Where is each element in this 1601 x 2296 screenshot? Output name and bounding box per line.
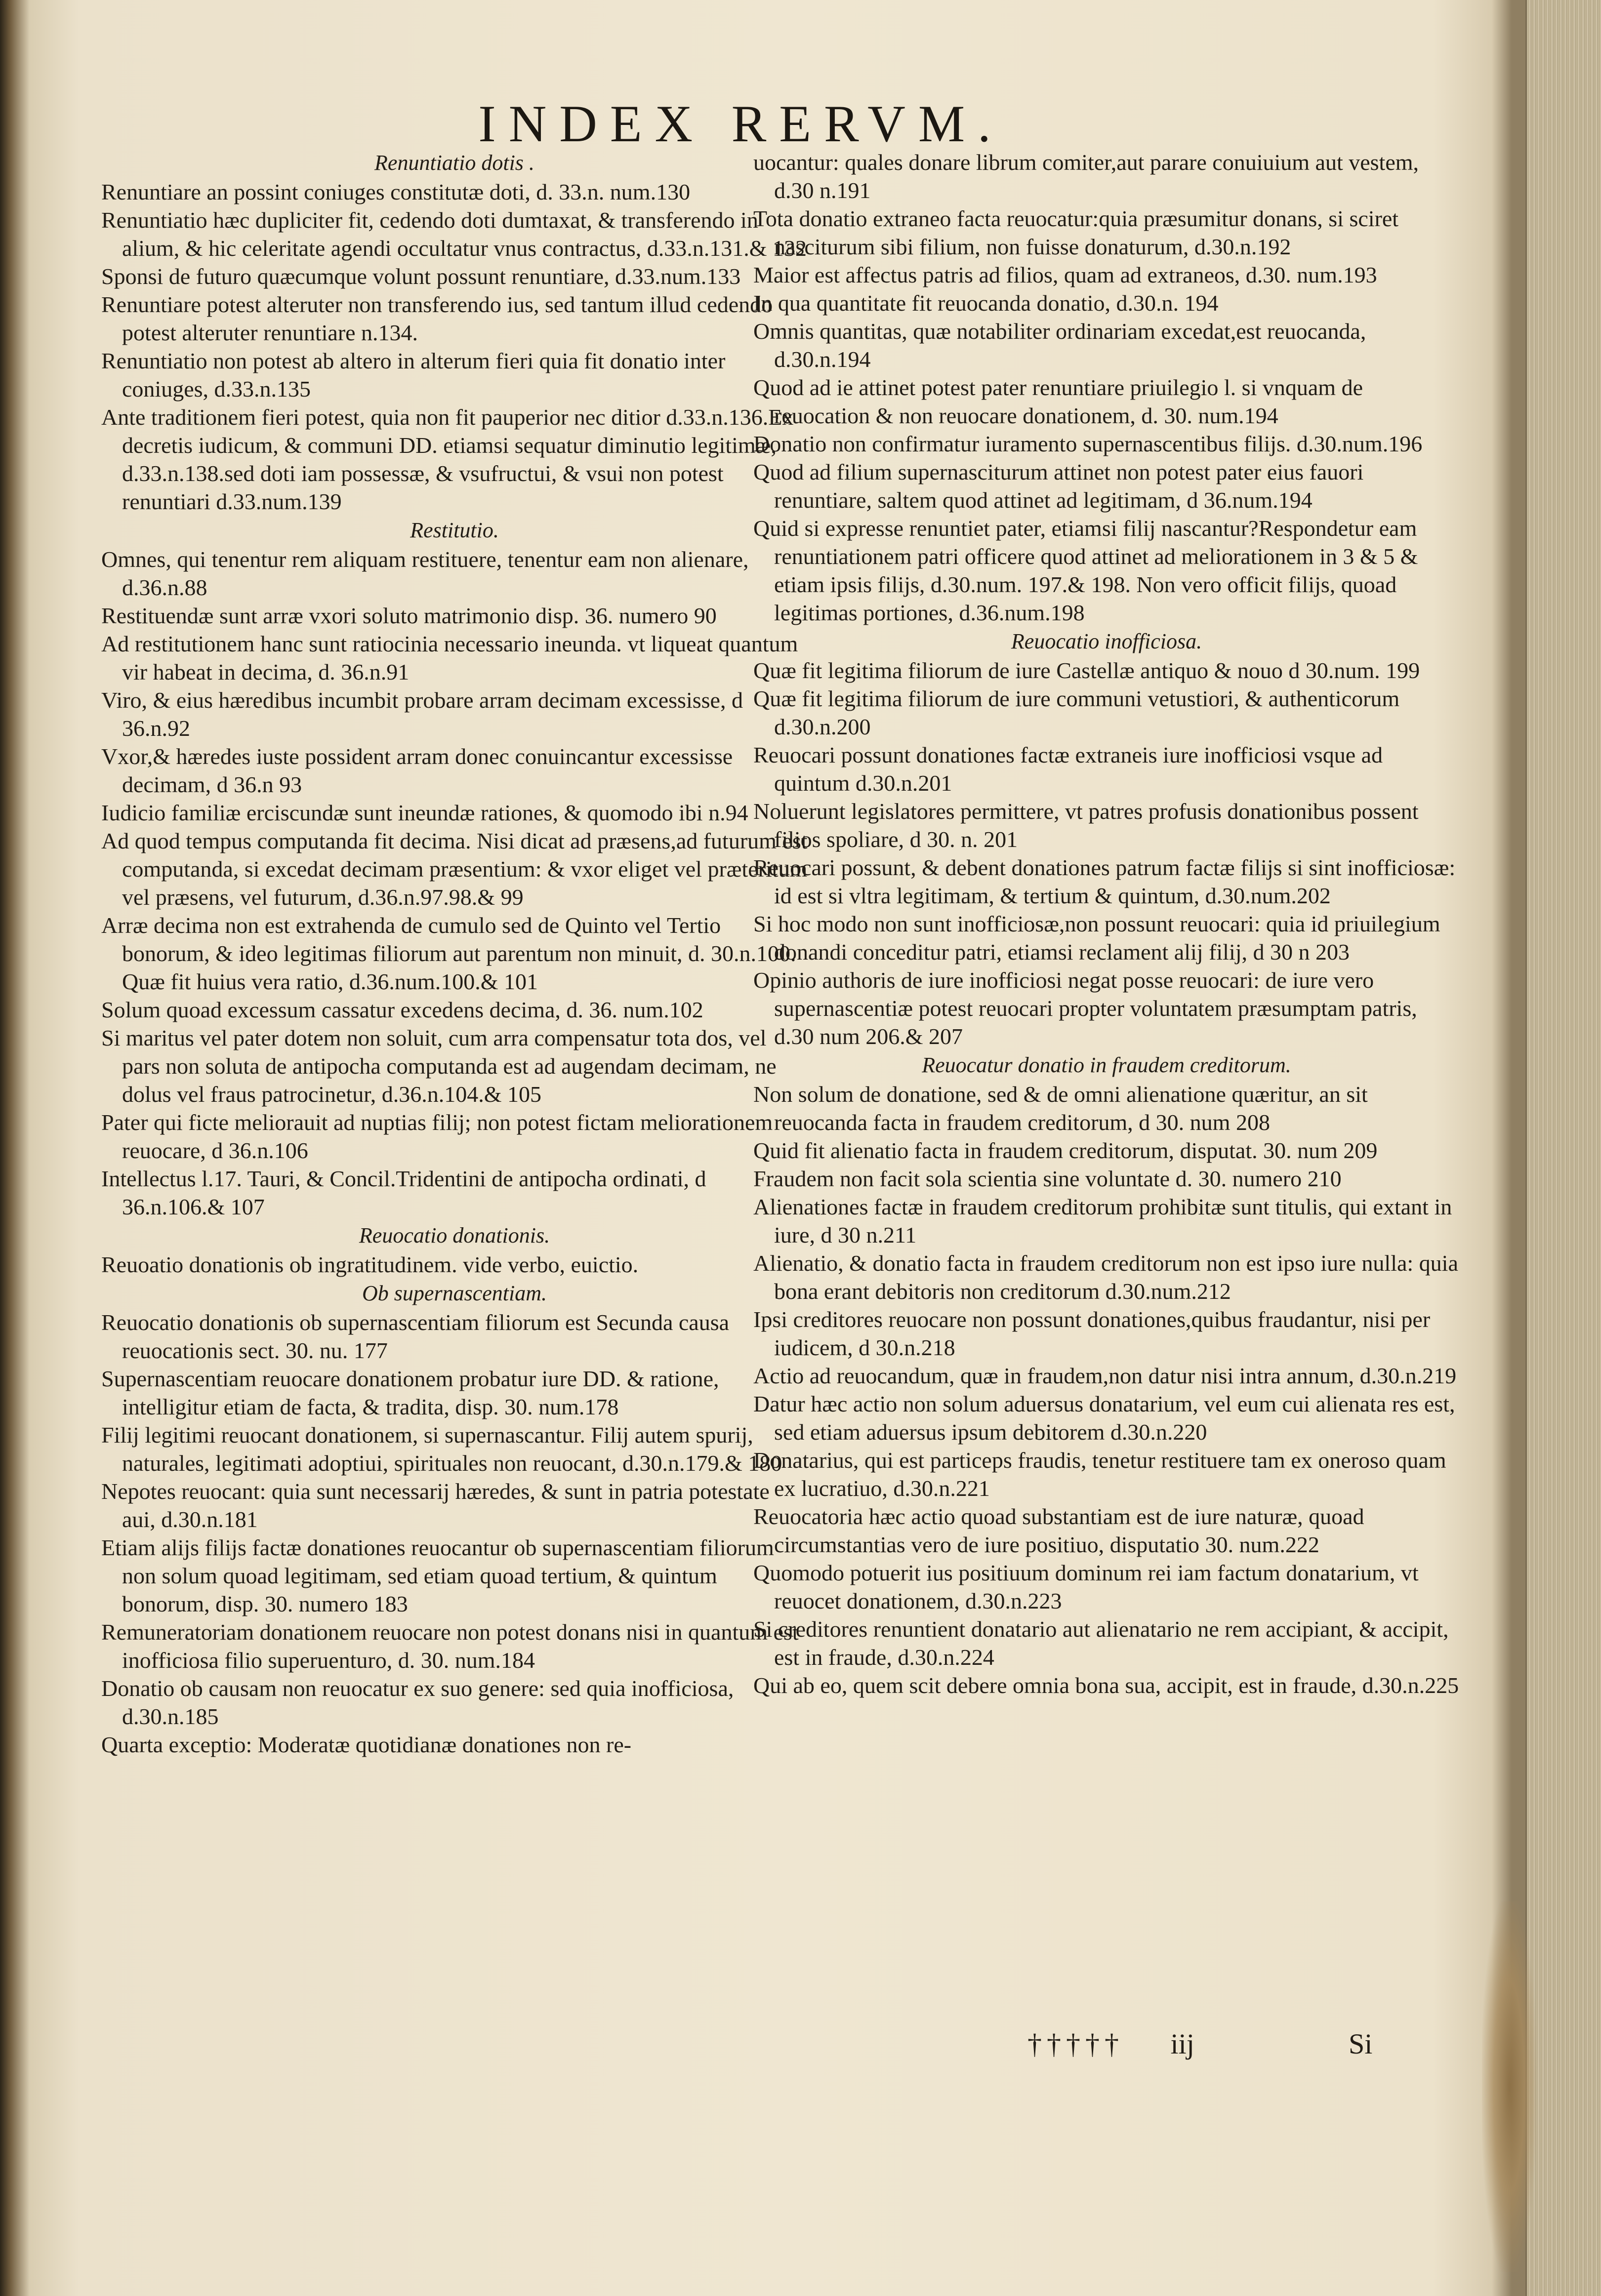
section-heading: Restitutio.: [410, 518, 499, 542]
index-entry: Reuocari possunt, & debent donationes patrum factæ filijs si sint inofficiosæ: id est si vltra legitimam, & tertium & quintum, d.30.num.202: [753, 855, 1456, 908]
index-entry: Sponsi de futuro quæcumque volunt possunt renuntiare, d.33.num.133: [101, 264, 741, 289]
index-entry: Pater qui ficte meliorauit ad nuptias filij; non potest fictam meliorationem reuocare, d 36.n.106: [101, 1110, 773, 1163]
index-entry: Si hoc modo non sunt inofficiosæ,non possunt reuocari: quia id priuilegium donandi conceditur patri, etiamsi reclament alij filij, d 30 n 203: [753, 911, 1440, 965]
index-entry: Reuocatoria hæc actio quoad substantiam est de iure naturæ, quoad circumstantias vero de iure positiuo, disputatio 30. num.222: [753, 1504, 1364, 1557]
catchword: Si: [1349, 2028, 1373, 2060]
index-entry: Actio ad reuocandum, quæ in fraudem,non datur nisi intra annum, d.30.n.219: [753, 1363, 1457, 1388]
index-entry: Donatarius, qui est particeps fraudis, tenetur restituere tam ex oneroso quam ex lucratiuo, d.30.n.221: [753, 1448, 1446, 1501]
index-entry: Quæ fit legitima filiorum de iure communi vetustiori, & authenticorum d.30.n.200: [753, 686, 1400, 739]
section-heading: Renuntiatio dotis .: [374, 151, 534, 175]
index-entry: Renuntiare an possint coniuges constitutæ doti, d. 33.n. num.130: [101, 179, 691, 204]
index-entry: Si creditores renuntient donatario aut alienatario ne rem accipiant, & accipit, est in fraude, d.30.n.224: [753, 1616, 1449, 1670]
index-entry: Quod ad filium supernasciturum attinet non potest pater eius fauori renuntiare, saltem quod attinet ad legitimam, d 36.num.194: [753, 459, 1364, 513]
index-entry: In qua quantitate fit reuocanda donatio, d.30.n. 194: [753, 290, 1219, 316]
index-entry: Noluerunt legislatores permittere, vt patres profusis donationibus possent filios spoliare, d 30. n. 201: [753, 799, 1419, 852]
index-entry: Fraudem non facit sola scientia sine voluntate d. 30. numero 210: [753, 1166, 1342, 1191]
index-entry: Intellectus l.17. Tauri, & Concil.Tridentini de antipocha ordinati, d 36.n.106.& 107: [101, 1166, 706, 1219]
index-entry: Filij legitimi reuocant donationem, si supernascantur. Filij autem spurij, naturales, legitimati adoptiui, spirituales non reuocant, d.30.n.179.& 180: [101, 1422, 782, 1476]
index-entry: Ad restitutionem hanc sunt ratiocinia necessario ineunda. vt liqueat quantum vir habeat in decima, d. 36.n.91: [101, 631, 798, 685]
index-entry: Quod ad ie attinet potest pater renuntiare priuilegio l. si vnquam de reuocation & non reuocare donationem, d. 30. num.194: [753, 375, 1363, 428]
section-heading: Reuocatio inofficiosa.: [1011, 629, 1202, 653]
index-entry: Remuneratoriam donationem reuocare non potest donans nisi in quantum est inofficiosa filio superuenturo, d. 30. num.184: [101, 1619, 799, 1673]
index-entry: Omnes, qui tenentur rem aliquam restituere, tenentur eam non alienare, d.36.n.88: [101, 547, 749, 600]
index-entry: Alienatio, & donatio facta in fraudem creditorum non est ipso iure nulla: quia bona erant debitoris non creditorum d.30.num.212: [753, 1250, 1458, 1304]
signature-mark: iij: [1170, 2028, 1194, 2060]
index-entry: Quid si expresse renuntiet pater, etiamsi filij nascantur?Respondetur eam renuntiationem patri officere quod attinet ad meliorationem in 3 & 5 & etiam ipsis filijs, d.30.num. 197.& 198. Non vero officit filijs, quoad legitimas portiones, d.36.num.198: [753, 516, 1418, 625]
index-entry: Reuocatio donationis ob supernascentiam filiorum est Secunda causa reuocationis sect. 30. nu. 177: [101, 1310, 730, 1363]
index-entry: Opinio authoris de iure inofficiosi negat posse reuocari: de iure vero supernascentiæ potest reuocari propter voluntatem præsumptam patris, d.30 num 206.& 207: [753, 967, 1417, 1049]
index-entry: Renuntiatio hæc dupliciter fit, cedendo doti dumtaxat, & transferendo in alium, & hic celeritate agendi occultatur vnus contractus, d.33.n.131.& 132: [101, 207, 807, 261]
index-entry: Arræ decima non est extrahenda de cumulo sed de Quinto vel Tertio bonorum, & ideo legitimas filiorum aut parentum non minuit, d. 30.n.100. Quæ fit huius vera ratio, d.36.num.100.& 101: [101, 913, 796, 994]
index-entry: uocantur: quales donare librum comiter,aut parare conuiuium aut vestem, d.30 n.191: [753, 150, 1419, 203]
index-entry: Renuntiare potest alteruter non transferendo ius, sed tantum illud cedendo potest alteruter renuntiare n.134.: [101, 292, 773, 345]
section-heading: Ob supernascentiam.: [362, 1281, 547, 1305]
section-heading: Reuocatur donatio in fraudem creditorum.: [922, 1053, 1291, 1077]
index-entry: Iudicio familiæ erciscundæ sunt ineundæ rationes, & quomodo ibi n.94: [101, 800, 748, 825]
index-entry: Donatio non confirmatur iuramento supernascentibus filijs. d.30.num.196: [753, 431, 1423, 456]
index-entry: Quomodo potuerit ius positiuum dominum rei iam factum donatarium, vt reuocet donationem, d.30.n.223: [753, 1560, 1419, 1613]
index-entry: Ante traditionem fieri potest, quia non fit pauperior nec ditior d.33.n.136.Ex decretis iudicum, & communi DD. etiamsi sequatur diminutio legitimæ, d.33.n.138.sed doti iam possessæ, & vsufructui, & vsui non potest renuntiari d.33.num.139: [101, 404, 794, 514]
index-entry: Etiam alijs filijs factæ donationes reuocantur ob supernascentiam filiorum non solum quoad legitimam, sed etiam quoad tertium, & quintum bonorum, disp. 30. numero 183: [101, 1535, 774, 1616]
index-entry: Quarta exceptio: Moderatæ quotidianæ donationes non re-: [101, 1732, 632, 1757]
index-entry: Solum quoad excessum cassatur excedens decima, d. 36. num.102: [101, 997, 703, 1022]
index-entry: Qui ab eo, quem scit debere omnia bona sua, accipit, est in fraude, d.30.n.225: [753, 1673, 1459, 1698]
index-entry: Ad quod tempus computanda fit decima. Nisi dicat ad præsens,ad futurum est computanda, si excedat decimam præsentium: & vxor eliget vel præteritum vel præsens, vel futurum, d.36.n.97.98.& 99: [101, 828, 808, 910]
index-entry: Quæ fit legitima filiorum de iure Castellæ antiquo & nouo d 30.num. 199: [753, 658, 1420, 683]
index-entry: Quid fit alienatio facta in fraudem creditorum, disputat. 30. num 209: [753, 1138, 1378, 1163]
index-entry: Tota donatio extraneo facta reuocatur:quia præsumitur donans, si sciret nasciturum sibi filium, non fuisse donaturum, d.30.n.192: [753, 206, 1399, 259]
index-entry: Renuntiatio non potest ab altero in alterum fieri quia fit donatio inter coniuges, d.33.n.135: [101, 348, 726, 402]
index-entry: Si maritus vel pater dotem non soluit, cum arra compensatur tota dos, vel pars non soluta de antipocha computanda est ad augendam decimam, ne dolus vel fraus patrocinetur, d.36.n.104.& 105: [101, 1025, 777, 1107]
index-entry: Reuocari possunt donationes factæ extraneis iure inofficiosi vsque ad quintum d.30.n.201: [753, 742, 1383, 796]
index-entry: Non solum de donatione, sed & de omni alienatione quæritur, an sit reuocanda facta in fraudem creditorum, d 30. num 208: [753, 1082, 1368, 1135]
signature-marks: †††††: [1027, 2028, 1124, 2060]
index-entry: Viro, & eius hæredibus incumbit probare arram decimam excessisse, d 36.n.92: [101, 687, 743, 741]
right-column: [753, 148, 1460, 1699]
index-entry: Nepotes reuocant: quia sunt necessarij hæredes, & sunt in patria potestate aui, d.30.n.181: [101, 1479, 770, 1532]
page-footer: [1027, 2027, 1373, 2060]
index-entry: Supernascentiam reuocare donationem probatur iure DD. & ratione, intelligitur etiam de facta, & tradita, disp. 30. num.178: [101, 1366, 719, 1419]
index-entry: Alienationes factæ in fraudem creditorum prohibitæ sunt titulis, qui extant in iure, d 30 n.211: [753, 1194, 1452, 1248]
index-entry: Donatio ob causam non reuocatur ex suo genere: sed quia inofficiosa, d.30.n.185: [101, 1676, 734, 1729]
index-entry: Datur hæc actio non solum aduersus donatarium, vel eum cui alienata res est, sed etiam aduersus ipsum debitorem d.30.n.220: [753, 1391, 1455, 1445]
page-title: INDEX RERVM.: [478, 95, 1004, 153]
index-entry: Ipsi creditores reuocare non possunt donationes,quibus fraudantur, nisi per iudicem, d 30.n.218: [753, 1307, 1431, 1360]
page-edges: [1525, 0, 1601, 2296]
index-entry: Reuoatio donationis ob ingratitudinem. vide verbo, euictio.: [101, 1252, 639, 1277]
left-column: [101, 148, 808, 1759]
water-stain: [1482, 1901, 1536, 2272]
index-entry: Omnis quantitas, quæ notabiliter ordinariam excedat,est reuocanda, d.30.n.194: [753, 319, 1366, 372]
index-entry: Maior est affectus patris ad filios, quam ad extraneos, d.30. num.193: [753, 262, 1377, 287]
index-entry: Restituendæ sunt arræ vxori soluto matrimonio disp. 36. numero 90: [101, 603, 717, 628]
index-entry: Vxor,& hæredes iuste possident arram donec conuincantur excessisse decimam, d 36.n 93: [101, 744, 733, 797]
section-heading: Reuocatio donationis.: [359, 1223, 550, 1248]
